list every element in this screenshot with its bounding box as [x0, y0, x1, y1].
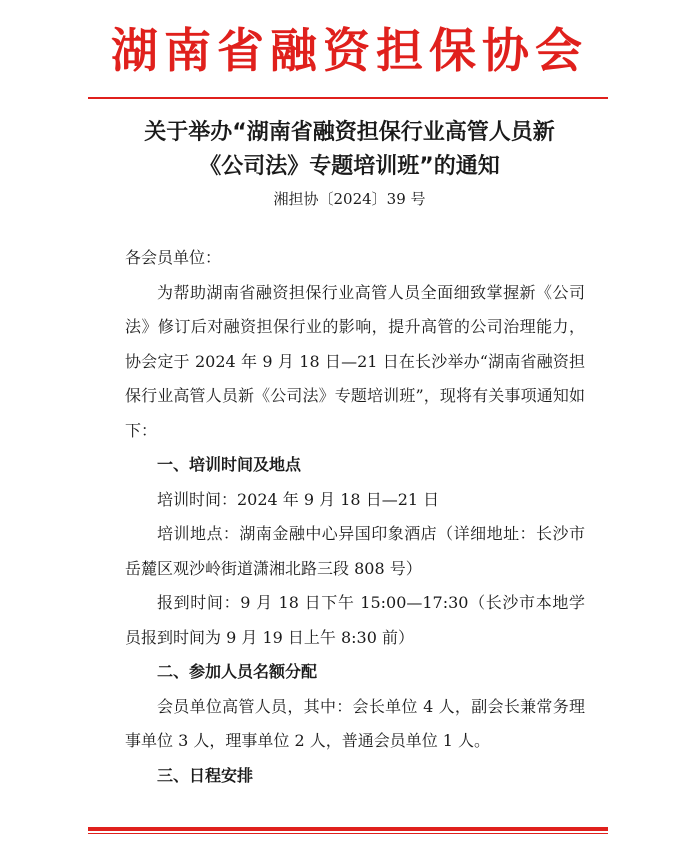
notice-title-line1: 关于举办“湖南省融资担保行业高管人员新: [144, 120, 555, 145]
registration-time: 报到时间：9 月 18 日下午 15:00—17:30（长沙市本地学员报到时间为 9 月 19 日上午 8:30 前）: [125, 593, 585, 647]
notice-title-line2: 《公司法》专题培训班”的通知: [199, 154, 500, 179]
intro-paragraph: 为帮助湖南省融资担保行业高管人员全面细致掌握新《公司法》修订后对融资担保行业的影响，提升高管的公司治理能力，协会定于 2024 年 9 月 18 日—21 日在长沙举办“湖南省融资担保行业高管人员新《公司法》专题培训班”，现将有关事项通知如下：: [125, 282, 585, 440]
document-number: 湘担协〔2024〕39 号: [273, 190, 426, 208]
organization-header: 湖南省融资担保协会: [111, 24, 588, 79]
notice-body: [125, 241, 585, 793]
header-divider: [88, 97, 608, 99]
section-heading-schedule: 三、日程安排: [157, 765, 254, 785]
section-heading-quota: 二、参加人员名额分配: [157, 662, 318, 681]
section-heading-time-location: 一、培训时间及地点: [157, 455, 302, 474]
footer-divider-thick: [88, 827, 608, 831]
footer-divider-thin: [88, 833, 608, 834]
quota-paragraph: 会员单位高管人员，其中：会长单位 4 人，副会长兼常务理事单位 3 人，理事单位 2 人，普通会员单位 1 人。: [125, 696, 585, 750]
training-time: 培训时间：2024 年 9 月 18 日—21 日: [157, 489, 440, 509]
salutation: 各会员单位：: [125, 248, 222, 267]
training-location: 培训地点：湖南金融中心异国印象酒店（详细地址：长沙市岳麓区观沙岭街道潇湘北路三段 808 号）: [125, 524, 585, 578]
